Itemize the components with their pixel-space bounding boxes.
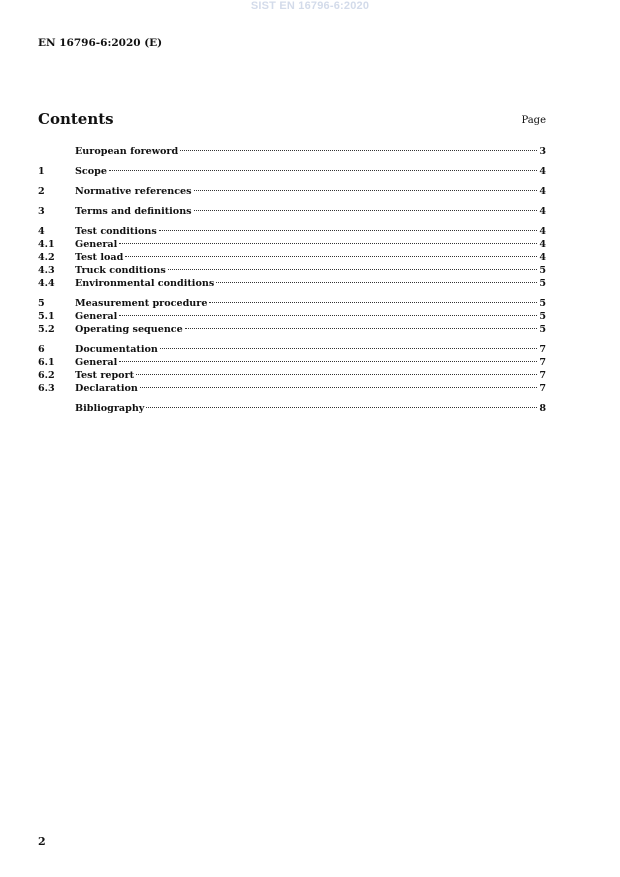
toc-entry-number: 6.1 <box>38 357 55 368</box>
toc-entry-number: 3 <box>38 206 45 217</box>
toc-entry[interactable] <box>38 205 546 218</box>
toc-entry-number: 2 <box>38 186 45 197</box>
toc-entry-title: Documentation <box>75 344 158 355</box>
toc-dot-leader <box>119 315 537 316</box>
toc-entry[interactable] <box>38 297 546 310</box>
toc-entry[interactable] <box>38 251 546 264</box>
toc-dot-leader <box>216 282 537 283</box>
toc-dot-leader <box>159 230 538 231</box>
toc-dot-leader <box>194 190 538 191</box>
toc-entry-title: General <box>75 239 118 250</box>
toc-entry-number: 4.1 <box>38 239 55 250</box>
toc-dot-leader <box>180 150 537 151</box>
toc-entry[interactable] <box>38 310 546 323</box>
toc-entry-number: 5.2 <box>38 324 55 335</box>
toc-entry-title: Scope <box>75 166 107 177</box>
toc-entry-title: Bibliography <box>75 403 145 414</box>
toc-entry-title: Normative references <box>75 186 192 197</box>
toc-entry-number: 4 <box>38 226 45 237</box>
toc-entry-number: 6 <box>38 344 45 355</box>
toc-entry-page: 5 <box>539 324 546 335</box>
page-column-label: Page <box>521 115 546 126</box>
toc-entry[interactable] <box>38 277 546 290</box>
toc-entry[interactable] <box>38 225 546 238</box>
toc-entry-number: 6.2 <box>38 370 55 381</box>
toc-dot-leader <box>125 256 537 257</box>
toc-entry-title: Test conditions <box>75 226 157 237</box>
watermark: SIST EN 16796-6:2020 <box>250 0 370 12</box>
toc-entry-title: Terms and definitions <box>75 206 192 217</box>
table-of-contents <box>38 145 546 415</box>
contents-title: Contents <box>38 110 114 128</box>
toc-dot-leader <box>160 348 537 349</box>
toc-entry-title: Test load <box>75 252 124 263</box>
toc-dot-leader <box>194 210 538 211</box>
toc-dot-leader <box>119 243 537 244</box>
toc-entry-title: Test report <box>75 370 135 381</box>
toc-entry-number: 4.3 <box>38 265 55 276</box>
toc-entry-page: 5 <box>539 298 546 309</box>
toc-entry-number: 4.2 <box>38 252 55 263</box>
toc-entry-number: 5.1 <box>38 311 55 322</box>
toc-dot-leader <box>168 269 538 270</box>
toc-entry-number: 1 <box>38 166 45 177</box>
toc-entry-number: 4.4 <box>38 278 55 289</box>
toc-entry-page: 7 <box>539 383 546 394</box>
toc-entry[interactable] <box>38 323 546 336</box>
toc-entry-page: 4 <box>539 206 546 217</box>
toc-entry-page: 4 <box>539 226 546 237</box>
toc-dot-leader <box>140 387 537 388</box>
toc-entry-page: 8 <box>539 403 546 414</box>
toc-entry[interactable] <box>38 356 546 369</box>
toc-entry[interactable] <box>38 402 546 415</box>
toc-entry[interactable] <box>38 165 546 178</box>
toc-entry-page: 7 <box>539 344 546 355</box>
toc-entry-page: 7 <box>539 370 546 381</box>
toc-entry[interactable] <box>38 382 546 395</box>
toc-entry-title: European foreword <box>75 146 179 157</box>
toc-dot-leader <box>136 374 537 375</box>
toc-entry-page: 3 <box>539 146 546 157</box>
toc-entry-page: 5 <box>539 265 546 276</box>
toc-entry[interactable] <box>38 369 546 382</box>
toc-dot-leader <box>119 361 537 362</box>
toc-dot-leader <box>185 328 538 329</box>
toc-entry-page: 7 <box>539 357 546 368</box>
toc-entry[interactable] <box>38 145 546 158</box>
toc-entry[interactable] <box>38 343 546 356</box>
toc-entry-title: Declaration <box>75 383 138 394</box>
toc-entry[interactable] <box>38 185 546 198</box>
toc-entry-page: 4 <box>539 239 546 250</box>
toc-entry-title: Truck conditions <box>75 265 166 276</box>
toc-entry-title: Environmental conditions <box>75 278 215 289</box>
toc-entry[interactable] <box>38 238 546 251</box>
document-id: EN 16796-6:2020 (E) <box>38 37 163 49</box>
page-number: 2 <box>38 835 46 848</box>
toc-entry-title: Operating sequence <box>75 324 183 335</box>
toc-entry-title: General <box>75 311 118 322</box>
toc-entry-page: 5 <box>539 311 546 322</box>
toc-entry-number: 5 <box>38 298 45 309</box>
toc-entry-page: 4 <box>539 186 546 197</box>
toc-dot-leader <box>146 407 537 408</box>
toc-entry-number: 6.3 <box>38 383 55 394</box>
toc-entry[interactable] <box>38 264 546 277</box>
toc-dot-leader <box>209 302 537 303</box>
toc-entry-title: General <box>75 357 118 368</box>
toc-entry-page: 5 <box>539 278 546 289</box>
toc-dot-leader <box>109 170 537 171</box>
toc-entry-page: 4 <box>539 166 546 177</box>
toc-entry-page: 4 <box>539 252 546 263</box>
toc-entry-title: Measurement procedure <box>75 298 208 309</box>
